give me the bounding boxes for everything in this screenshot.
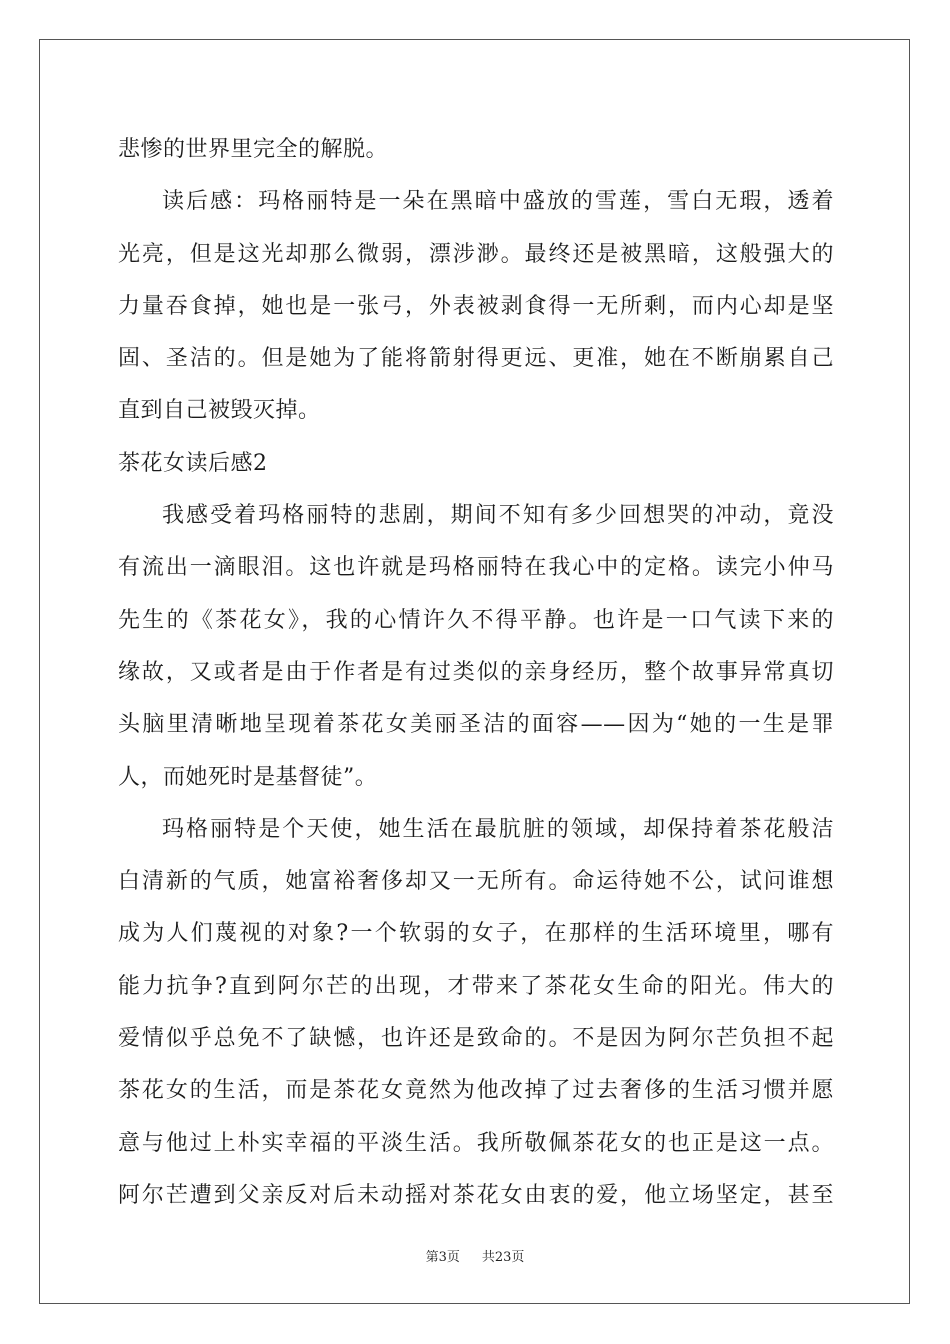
section-heading: 茶花女读后感2	[118, 450, 268, 476]
page-number: 第3页	[425, 1250, 460, 1265]
text-line: 成为人们蔑视的对象?一个软弱的女子，在那样的生活环境里，哪有	[118, 921, 834, 947]
document-body	[118, 128, 834, 1226]
text-line: 读后感：玛格丽特是一朵在黑暗中盛放的雪莲，雪白无瑕，透着	[162, 189, 834, 215]
text-line: 玛格丽特是个天使，她生活在最肮脏的领域，却保持着茶花般洁	[162, 816, 834, 842]
text-line: 头脑里清晰地呈现着茶花女美丽圣洁的面容——因为“她的一生是罪	[118, 712, 834, 738]
text-line: 能力抗争?直到阿尔芒的出现，才带来了茶花女生命的阳光。伟大的	[118, 973, 834, 999]
text-line: 直到自己被毁灭掉。	[118, 398, 321, 424]
text-line: 缘故，又或者是由于作者是有过类似的亲身经历，整个故事异常真切	[118, 659, 834, 685]
text-line: 茶花女的生活，而是茶花女竟然为他改掉了过去奢侈的生活习惯并愿	[118, 1078, 834, 1104]
page-footer	[0, 1246, 950, 1265]
text-line: 力量吞食掉，她也是一张弓，外表被剥食得一无所剩，而内心却是坚	[118, 293, 834, 319]
text-line: 固、圣洁的。但是她为了能将箭射得更远、更准，她在不断崩累自己	[118, 346, 834, 372]
text-line: 阿尔芒遭到父亲反对后未动摇对茶花女由衷的爱，他立场坚定，甚至	[118, 1182, 834, 1208]
text-line: 先生的《茶花女》，我的心情许久不得平静。也许是一口气读下来的	[118, 607, 834, 633]
text-line: 悲惨的世界里完全的解脱。	[118, 137, 389, 162]
text-line: 白清新的气质，她富裕奢侈却又一无所有。命运待她不公，试问谁想	[118, 869, 834, 895]
text-line: 人，而她死时是基督徒”。	[118, 764, 378, 790]
text-line: 爱情似乎总免不了缺憾，也许还是致命的。不是因为阿尔芒负担不起	[118, 1026, 834, 1052]
text-line: 有流出一滴眼泪。这也许就是玛格丽特在我心中的定格。读完小仲马	[118, 555, 834, 581]
text-line: 意与他过上朴实幸福的平淡生活。我所敬佩茶花女的也正是这一点。	[118, 1130, 834, 1156]
text-line: 我感受着玛格丽特的悲剧，期间不知有多少回想哭的冲动，竟没	[162, 503, 834, 529]
text-line: 光亮，但是这光却那么微弱，漂涉渺。最终还是被黑暗，这般强大的	[118, 241, 834, 267]
page-total: 共23页	[481, 1250, 525, 1265]
